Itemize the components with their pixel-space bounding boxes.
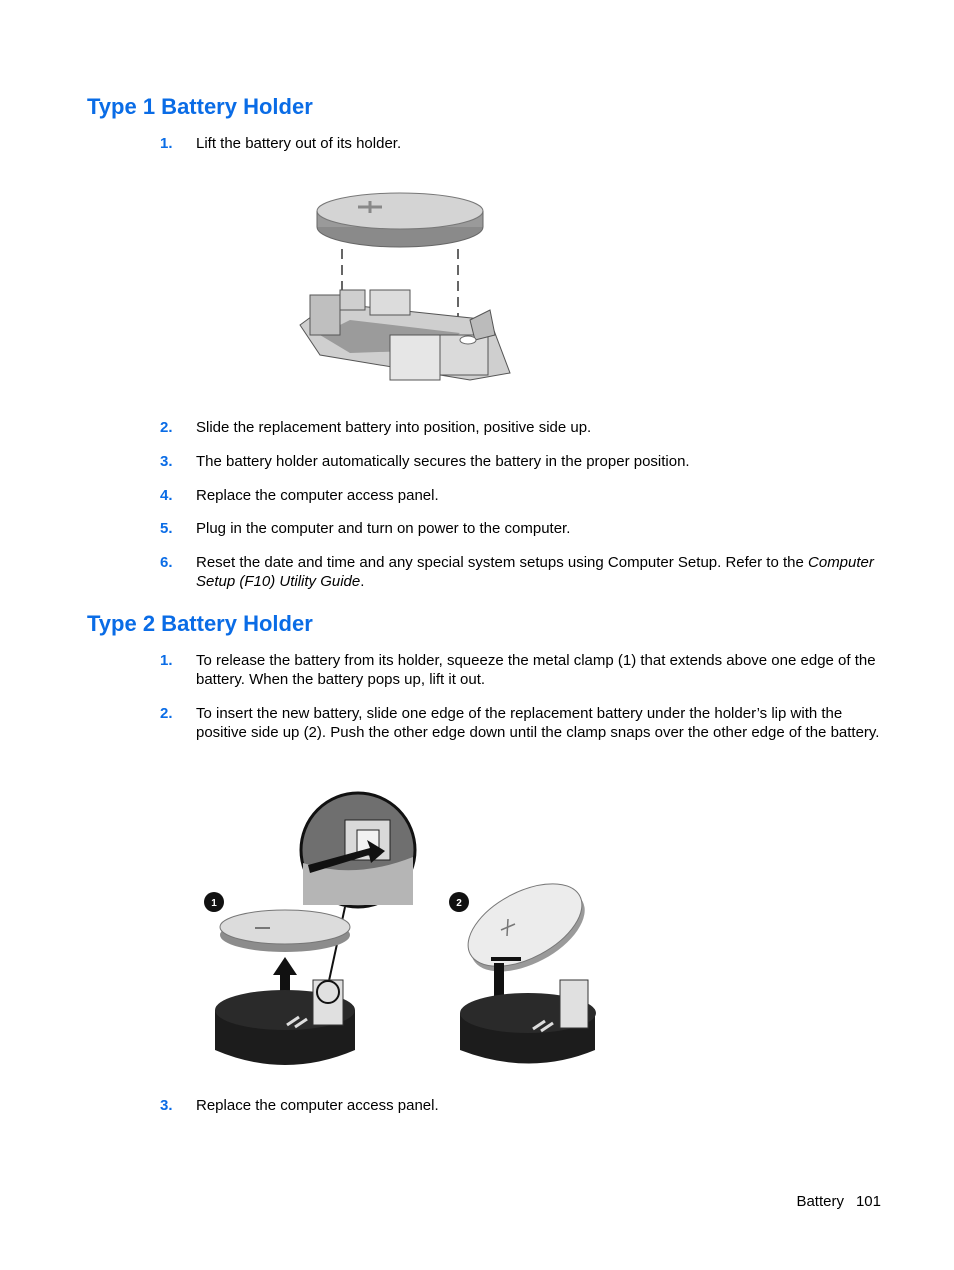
step-text: Lift the battery out of its holder. xyxy=(196,135,402,152)
step-text: The battery holder automatically secures the battery in the proper position. xyxy=(196,453,690,470)
step-number: 5. xyxy=(160,520,173,537)
step-item xyxy=(160,704,890,742)
step-number: 6. xyxy=(160,554,173,571)
step-text: Plug in the computer and turn on power to the computer. xyxy=(196,520,571,537)
step-number: 1. xyxy=(160,135,173,152)
step-item xyxy=(160,651,890,689)
type2-battery-holder-illustration xyxy=(195,785,615,1080)
step-text xyxy=(196,553,890,591)
step-item xyxy=(160,134,890,153)
type1-battery-holder-illustration xyxy=(290,185,530,385)
step-number: 2. xyxy=(160,705,173,722)
section-title-type1: Type 1 Battery Holder xyxy=(87,94,313,119)
footer-section-name: Battery xyxy=(796,1193,844,1210)
step-text: To insert the new battery, slide one edge of the replacement battery under the holder’s lip with the positive side up (2). Push the other edge down until the clamp snaps over the other edge of the battery. xyxy=(196,705,880,741)
guide-title: Computer Setup (F10) Utility Guide xyxy=(196,554,874,590)
step-number: 2. xyxy=(160,419,173,436)
step-text: To release the battery from its holder, squeeze the metal clamp (1) that extends above one edge of the battery. When the battery pops up, lift it out. xyxy=(196,652,876,688)
page-footer xyxy=(796,1193,881,1210)
step-text-tail: . xyxy=(360,573,365,590)
page-number: 101 xyxy=(855,1193,881,1210)
step-text: Replace the computer access panel. xyxy=(196,1097,439,1114)
section-title-type2: Type 2 Battery Holder xyxy=(87,611,313,636)
step-item xyxy=(160,486,890,505)
step-number: 3. xyxy=(160,453,173,470)
step-number: 3. xyxy=(160,1097,173,1114)
step-text: Replace the computer access panel. xyxy=(196,487,439,504)
step-number: 4. xyxy=(160,487,173,504)
callout-1-label: 1 xyxy=(211,898,217,909)
step-text: Slide the replacement battery into position, positive side up. xyxy=(196,419,592,436)
step-item xyxy=(160,452,890,471)
step-item xyxy=(160,1096,890,1115)
step-item xyxy=(160,553,890,591)
step-item xyxy=(160,418,890,437)
step-item xyxy=(160,519,890,538)
step-text-main: Reset the date and time and any special system setups using Computer Setup. Refer to the xyxy=(196,554,809,571)
callout-2-label: 2 xyxy=(456,898,462,909)
step-number: 1. xyxy=(160,652,173,669)
